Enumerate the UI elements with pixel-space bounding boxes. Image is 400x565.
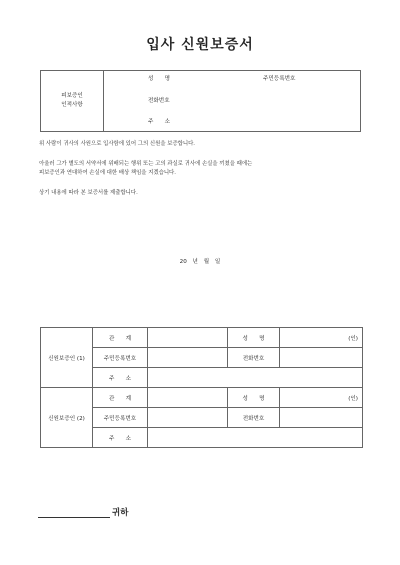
guarantor-1-phone-field[interactable]	[280, 348, 363, 368]
person-label-line2: 인적사항	[61, 102, 83, 108]
guarantor-2-label: 신원보증인 (2)	[41, 388, 93, 448]
paragraph-3: 피보증인과 연대하여 손실에 대한 배상 책임을 지겠습니다.	[39, 170, 176, 176]
guarantor-1-phone-label: 전화번호	[228, 348, 280, 368]
guarantor-1-relation-label: 관 계	[93, 328, 148, 348]
guarantor-1-address-label: 주 소	[93, 368, 148, 388]
guarantor-1-label: 신원보증인 (1)	[41, 328, 93, 388]
person-phone-label: 전화번호	[148, 98, 170, 104]
guarantor-1-name-label: 성 명	[228, 328, 280, 348]
guarantor-2-address-field[interactable]	[148, 428, 363, 448]
guarantor-2-seal: (인)	[348, 395, 358, 402]
guarantor-1-address-field[interactable]	[148, 368, 363, 388]
guarantor-2-phone-label: 전화번호	[228, 408, 280, 428]
person-label-line1: 피보증인	[61, 93, 83, 99]
person-resident-no-label: 주민등록번호	[263, 76, 296, 82]
guarantor-1-seal: (인)	[348, 335, 358, 342]
guarantor-2-row-1	[41, 388, 363, 408]
guarantor-2-resident-no-field[interactable]	[148, 408, 228, 428]
recipient-suffix: 귀하	[112, 508, 129, 518]
person-info-table	[40, 70, 361, 132]
recipient-blank-line[interactable]	[38, 517, 110, 518]
guarantor-2-relation-label: 관 계	[93, 388, 148, 408]
guarantor-table	[40, 327, 363, 448]
guarantor-2-relation-field[interactable]	[148, 388, 228, 408]
guarantor-1-name-field[interactable]	[280, 328, 363, 348]
guarantor-1-row-1	[41, 328, 363, 348]
paragraph-1: 위 사람이 귀사의 사원으로 입사함에 있어 그의 신원을 보증합니다.	[39, 141, 196, 147]
guarantor-1-resident-no-label: 주민등록번호	[93, 348, 148, 368]
person-section-label	[41, 71, 104, 132]
person-name-label: 성 명	[148, 76, 170, 82]
date-line: 20 년 월 일	[179, 259, 221, 265]
paragraph-4: 상기 내용에 따라 본 보증서를 제출합니다.	[39, 190, 138, 196]
guarantor-1-resident-no-field[interactable]	[148, 348, 228, 368]
paragraph-2: 아울러 그가 별도의 서약서에 위배되는 행위 또는 고의 과실로 귀사에 손실을 끼쳤을 때에는	[39, 161, 253, 167]
person-address-label: 주 소	[148, 119, 170, 125]
guarantor-2-resident-no-label: 주민등록번호	[93, 408, 148, 428]
guarantor-2-name-field[interactable]	[280, 388, 363, 408]
guarantor-2-phone-field[interactable]	[280, 408, 363, 428]
guarantor-2-name-label: 성 명	[228, 388, 280, 408]
document-title: 입사 신원보증서	[146, 37, 254, 53]
guarantor-2-address-label: 주 소	[93, 428, 148, 448]
guarantor-1-relation-field[interactable]	[148, 328, 228, 348]
person-fields	[104, 71, 361, 132]
